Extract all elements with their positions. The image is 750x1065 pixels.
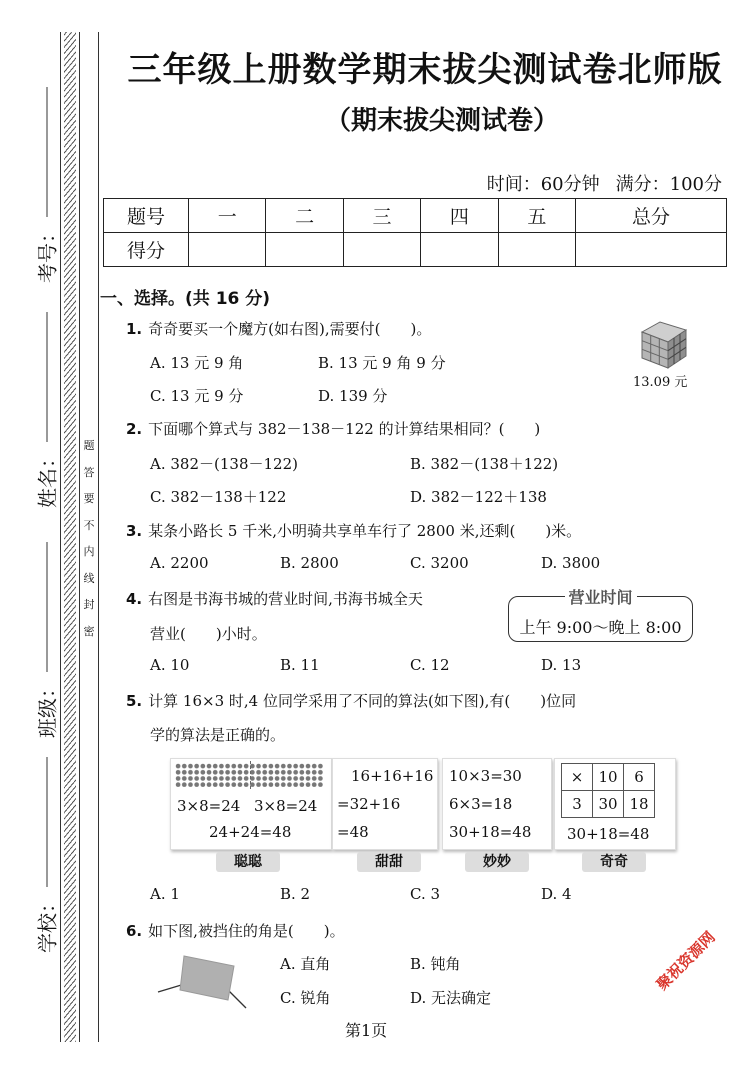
option-c[interactable]: C. 12 — [410, 656, 450, 674]
option-a[interactable]: A. 13 元 9 角 — [150, 354, 244, 372]
page-title: 三年级上册数学期末拔尖测试卷北师版 — [127, 50, 723, 90]
table-cell: 一 — [189, 199, 266, 233]
question-text: 右图是书海书城的营业时间,书海书城全天 — [148, 590, 423, 608]
option-b[interactable]: B. 382－(138＋122) — [410, 455, 559, 473]
method-panel-tiantian — [332, 758, 438, 850]
name-tag-congcong: 聪聪 — [216, 852, 280, 872]
class-label: 班级： — [35, 678, 60, 738]
page-subtitle: （期末拔尖测试卷） — [324, 106, 559, 136]
table-cell: 五 — [498, 199, 575, 233]
exam-number-label: 考号： — [35, 223, 60, 283]
school-field — [32, 757, 61, 953]
table-row — [562, 791, 655, 818]
name-tag-qiqi: 奇奇 — [582, 852, 646, 872]
option-d[interactable]: D. 382－122＋138 — [410, 488, 547, 506]
binding-line — [98, 32, 99, 1042]
hidden-angle-figure — [152, 950, 252, 1012]
seal-char: 答 — [83, 465, 95, 479]
exam-number-blank — [45, 87, 47, 217]
calc-line: 3×8=24 — [254, 797, 318, 815]
exam-info — [487, 170, 722, 196]
method-panel-qiqi — [554, 758, 676, 850]
option-a[interactable]: A. 2200 — [150, 554, 209, 572]
question-4 — [126, 588, 423, 609]
option-c[interactable]: C. 13 元 9 分 — [150, 387, 244, 405]
calc-line: 24+24=48 — [209, 823, 292, 841]
seal-char: 要 — [83, 492, 95, 505]
business-hours-box — [508, 588, 693, 642]
dot-array-divider — [250, 761, 251, 789]
table-row — [562, 764, 655, 791]
method-panel-miaomiao — [442, 758, 552, 850]
question-number: 6. — [126, 922, 143, 940]
table-cell: 题号 — [104, 199, 189, 233]
calc-line: 30+18=48 — [449, 823, 532, 841]
table-row — [104, 233, 727, 267]
option-a[interactable]: A. 直角 — [280, 955, 331, 973]
name-tag-tiantian: 甜甜 — [357, 852, 421, 872]
score-input-cell[interactable] — [498, 233, 575, 267]
question-text: 下面哪个算式与 382－138－122 的计算结果相同？( ) — [148, 420, 541, 438]
score-input-cell[interactable] — [576, 233, 727, 267]
table-cell: 四 — [421, 199, 498, 233]
rubiks-cube-icon — [636, 318, 692, 370]
seal-char: 不 — [83, 518, 95, 532]
calc-line: =48 — [337, 823, 369, 841]
score-table — [103, 198, 727, 267]
seal-char: 线 — [83, 571, 95, 585]
seal-char: 内 — [83, 545, 95, 558]
question-number: 3. — [126, 522, 143, 540]
table-row — [104, 199, 727, 233]
question-number: 2. — [126, 420, 143, 438]
score-input-cell[interactable] — [343, 233, 420, 267]
page-number: 第1页 — [345, 1021, 388, 1040]
table-cell: 总分 — [576, 199, 727, 233]
score-input-cell[interactable] — [266, 233, 343, 267]
option-c[interactable]: C. 锐角 — [280, 989, 331, 1007]
name-tag-miaomiao: 妙妙 — [465, 852, 529, 872]
section-title: 一、选择。(共 16 分) — [100, 289, 271, 309]
name-field — [32, 312, 61, 508]
covering-paper — [180, 956, 234, 1000]
class-blank — [45, 542, 47, 672]
question-6 — [126, 920, 345, 941]
score-input-cell[interactable] — [421, 233, 498, 267]
binding-hatch — [64, 32, 76, 1042]
calc-line: 3×8=24 — [177, 797, 241, 815]
name-blank — [45, 312, 47, 442]
question-text-continued: 学的算法是正确的。 — [150, 726, 286, 744]
option-c[interactable]: C. 3 — [410, 885, 441, 903]
question-number: 4. — [126, 590, 143, 608]
dot-array — [175, 763, 323, 787]
option-d[interactable]: D. 无法确定 — [410, 989, 492, 1007]
score-input-cell[interactable] — [189, 233, 266, 267]
question-text: 如下图,被挡住的角是( )。 — [148, 922, 345, 940]
grid-cell: × — [562, 764, 593, 791]
question-number: 5. — [126, 692, 143, 710]
business-hours-title: 营业时间 — [564, 585, 636, 608]
option-d[interactable]: D. 139 分 — [318, 387, 388, 405]
grid-cell: 10 — [593, 764, 624, 791]
option-d[interactable]: D. 3800 — [541, 554, 601, 572]
binding-margin — [0, 0, 100, 1065]
calc-line: 30+18=48 — [567, 825, 650, 843]
school-label: 学校： — [35, 893, 60, 953]
school-blank — [45, 757, 47, 887]
option-c[interactable]: C. 382－138＋122 — [150, 488, 287, 506]
question-1 — [126, 318, 431, 339]
calc-line: 6×3=18 — [449, 795, 513, 813]
method-panel-congcong — [170, 758, 332, 850]
option-c[interactable]: C. 3200 — [410, 554, 469, 572]
question-5 — [126, 690, 576, 711]
question-text: 计算 16×3 时,4 位同学采用了不同的算法(如下图),有( )位同 — [148, 692, 577, 710]
cube-price-caption: 13.09 元 — [633, 375, 688, 390]
option-a[interactable]: A. 10 — [150, 656, 190, 674]
option-b[interactable]: B. 2 — [280, 885, 311, 903]
seal-char: 密 — [83, 624, 95, 638]
question-number: 1. — [126, 320, 143, 338]
watermark-logo: 聚祝资源网 — [652, 927, 719, 994]
question-text: 某条小路长 5 千米,小明骑共享单车行了 2800 米,还剩( )米。 — [148, 522, 582, 540]
seal-line-note — [81, 433, 97, 645]
multiplication-grid — [561, 763, 655, 818]
question-text: 奇奇要买一个魔方(如右图),需要付( )。 — [148, 320, 432, 338]
calc-line: 10×3=30 — [449, 767, 522, 785]
full-score: 满分：100分 — [615, 174, 722, 195]
time-limit: 时间：60分钟 — [486, 174, 600, 195]
name-label: 姓名： — [35, 448, 60, 508]
option-d[interactable]: D. 13 — [541, 656, 582, 674]
table-cell: 得分 — [104, 233, 189, 267]
question-text-continued: 营业( )小时。 — [150, 625, 267, 643]
calc-line: 16+16+16 — [351, 767, 434, 785]
calc-line: =32+16 — [337, 795, 401, 813]
grid-cell: 6 — [624, 764, 655, 791]
option-b[interactable]: B. 13 元 9 角 9 分 — [318, 354, 446, 372]
option-b[interactable]: B. 11 — [280, 656, 320, 674]
option-a[interactable]: A. 382－(138－122) — [150, 455, 298, 473]
question-2 — [126, 418, 540, 439]
grid-cell: 30 — [593, 791, 624, 818]
binding-line — [79, 32, 80, 1042]
exam-number-field — [32, 87, 61, 283]
grid-cell: 18 — [624, 791, 655, 818]
class-field — [32, 542, 61, 738]
seal-char: 题 — [83, 439, 95, 452]
question-3 — [126, 520, 581, 541]
grid-cell: 3 — [562, 791, 593, 818]
option-b[interactable]: B. 2800 — [280, 554, 339, 572]
business-hours-text: 上午 9:00～晚上 8:00 — [519, 618, 682, 637]
table-cell: 二 — [266, 199, 343, 233]
option-d[interactable]: D. 4 — [541, 885, 572, 903]
table-cell: 三 — [343, 199, 420, 233]
option-a[interactable]: A. 1 — [150, 885, 180, 903]
seal-char: 封 — [83, 598, 95, 611]
option-b[interactable]: B. 钝角 — [410, 955, 461, 973]
